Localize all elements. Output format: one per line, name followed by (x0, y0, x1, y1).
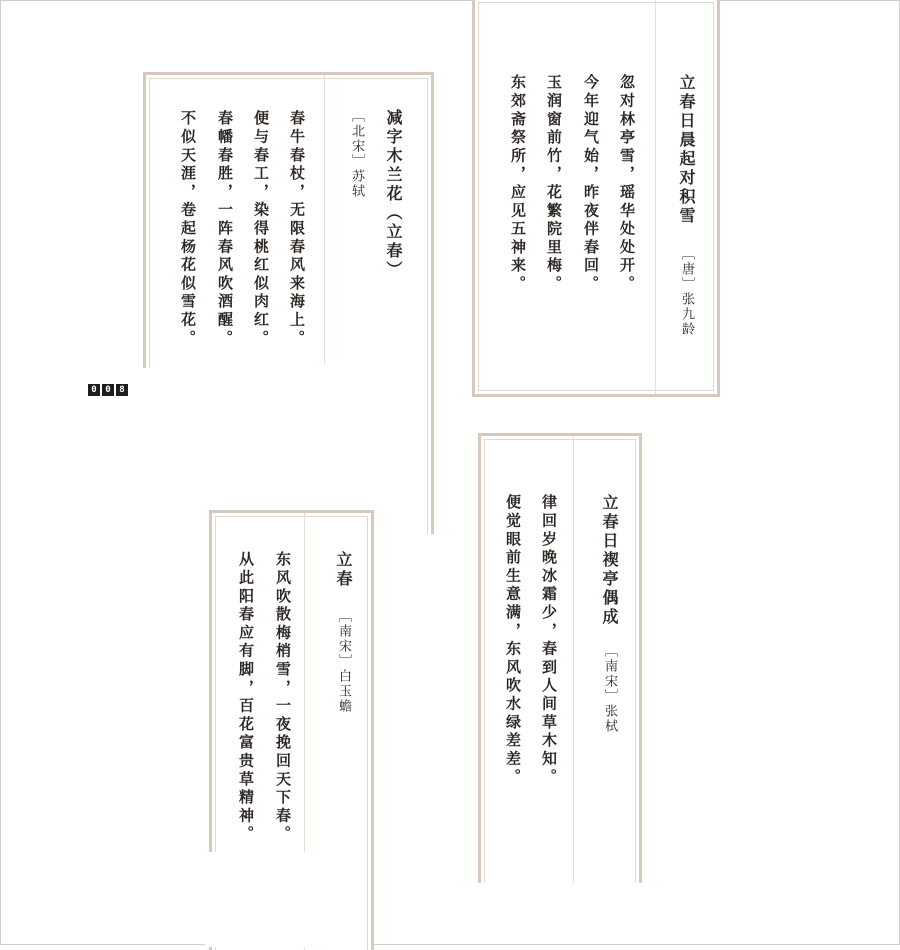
poem-title: 减字木兰花（立春） (384, 109, 403, 280)
card-mask (205, 852, 305, 947)
poem-title: 立春 (334, 551, 353, 589)
poem-line: 玉润窗前竹，花繁院里梅。 (545, 74, 563, 294)
page-digit: 0 (88, 384, 100, 396)
poem-line: 律回岁晚冰霜少，春到人间草木知。 (540, 494, 558, 787)
poem-author: ［北宋］苏轼 (349, 109, 364, 199)
poem-line: 春牛春杖，无限春风来海上。 (288, 110, 306, 348)
poem-author: ［南宋］白玉蟾 (336, 609, 351, 714)
poem-card-zhang-jiuling (472, 0, 720, 397)
poem-line: 东郊斋祭所，应见五神来。 (509, 74, 527, 294)
poem-author: ［唐］张九龄 (679, 247, 694, 337)
poem-title: 立春日晨起对积雪 (677, 74, 696, 226)
poem-line: 春幡春胜，一阵春风吹酒醒。 (216, 110, 234, 348)
page-digit: 0 (102, 384, 114, 396)
poem-line: 忽对林亭雪，瑶华处处开。 (618, 74, 636, 294)
poem-card-zhang-shi (478, 433, 642, 883)
poem-line: 不似天涯，卷起杨花似雪花。 (179, 110, 197, 348)
poem-author: ［南宋］张栻 (602, 644, 617, 734)
poem-line: 今年迎气始，昨夜伴春回。 (582, 74, 600, 294)
poem-line: 东风吹散梅梢雪，一夜挽回天下春。 (274, 551, 292, 844)
page-number (88, 384, 128, 396)
poem-line: 便与春工，染得桃红似肉红。 (252, 110, 270, 348)
page-digit: 8 (116, 384, 128, 396)
poem-title: 立春日禊亭偶成 (600, 494, 619, 627)
poem-line: 便觉眼前生意满，东风吹水绿差差。 (504, 494, 522, 787)
poem-line: 从此阳春应有脚，百花富贵草精神。 (237, 551, 255, 844)
